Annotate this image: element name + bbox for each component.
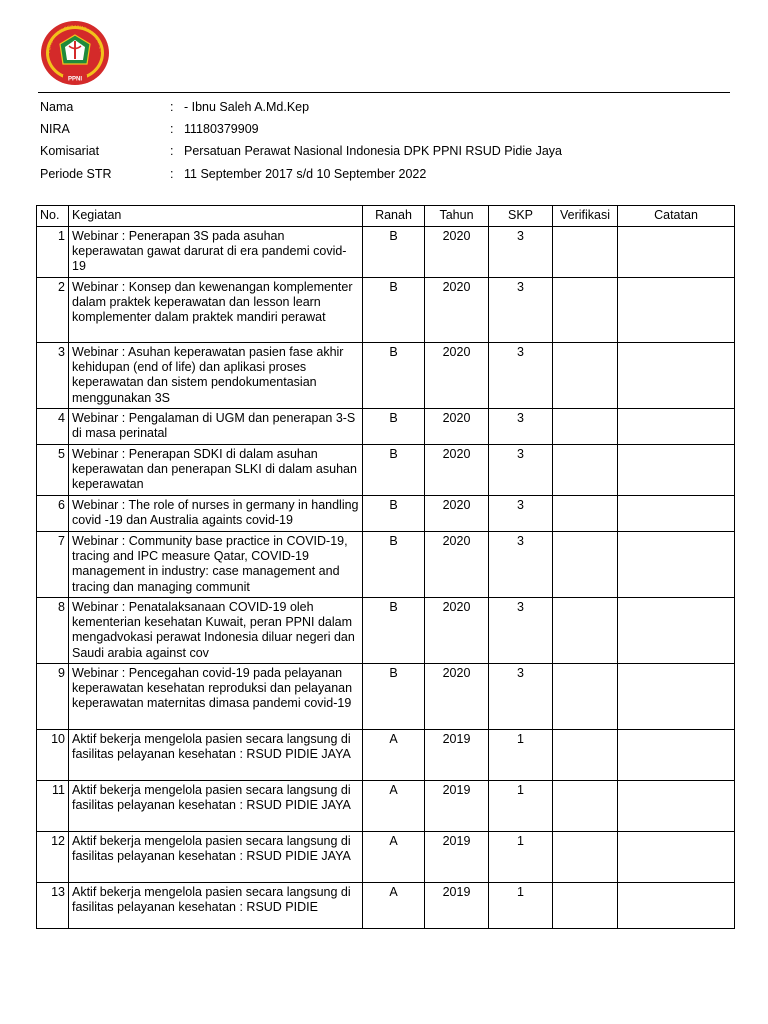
cell-catatan [618, 598, 735, 664]
cell-tahun: 2019 [425, 883, 489, 929]
info-row-nama [40, 96, 562, 118]
info-label: Komisariat [40, 144, 100, 159]
cell-kegiatan: Webinar : Asuhan keperawatan pasien fase akhir kehidupan (end of life) dan aplikasi proses keperawatan dan sistem pendokumentasian menggunakan 3S [69, 343, 363, 409]
table-row [37, 409, 735, 445]
cell-skp: 3 [489, 278, 553, 343]
cell-catatan [618, 496, 735, 532]
table-row [37, 832, 735, 883]
cell-skp: 1 [489, 883, 553, 929]
cell-no: 10 [37, 730, 69, 781]
info-label: Nama [40, 99, 74, 114]
table-row [37, 278, 735, 343]
cell-no: 9 [37, 664, 69, 730]
cell-ranah: B [363, 409, 425, 445]
cell-ranah: B [363, 598, 425, 664]
cell-verifikasi [553, 883, 618, 929]
cell-tahun: 2020 [425, 598, 489, 664]
table-row [37, 781, 735, 832]
cell-no: 11 [37, 781, 69, 832]
cell-verifikasi [553, 445, 618, 496]
info-row-komisariat [40, 141, 562, 163]
cell-catatan [618, 832, 735, 883]
cell-tahun: 2020 [425, 496, 489, 532]
cell-tahun: 2020 [425, 532, 489, 598]
cell-verifikasi [553, 227, 618, 278]
table-row [37, 664, 735, 730]
cell-kegiatan: Webinar : Konsep dan kewenangan komplementer dalam praktek keperawatan dan lesson learn komplementer dalam praktek mandiri perawat [69, 278, 363, 343]
cell-skp: 3 [489, 598, 553, 664]
info-label: Periode STR [40, 166, 112, 181]
cell-tahun: 2019 [425, 781, 489, 832]
table-row [37, 730, 735, 781]
cell-ranah: B [363, 445, 425, 496]
cell-kegiatan: Webinar : Penerapan SDKI di dalam asuhan keperawatan dan penerapan SLKI di dalam asuhan keperawatan [69, 445, 363, 496]
cell-ranah: B [363, 227, 425, 278]
cell-catatan [618, 227, 735, 278]
cell-skp: 3 [489, 496, 553, 532]
cell-catatan [618, 343, 735, 409]
cell-verifikasi [553, 496, 618, 532]
info-value: 11180379909 [184, 121, 259, 136]
cell-no: 8 [37, 598, 69, 664]
cell-tahun: 2020 [425, 343, 489, 409]
cell-ranah: B [363, 278, 425, 343]
table-row [37, 343, 735, 409]
cell-skp: 3 [489, 409, 553, 445]
table-row [37, 496, 735, 532]
cell-no: 4 [37, 409, 69, 445]
cell-verifikasi [553, 664, 618, 730]
table-row [37, 883, 735, 929]
cell-skp: 1 [489, 781, 553, 832]
cell-ranah: A [363, 730, 425, 781]
cell-ranah: B [363, 664, 425, 730]
cell-kegiatan: Aktif bekerja mengelola pasien secara langsung di fasilitas pelayanan kesehatan : RSUD PIDIE JAYA [69, 781, 363, 832]
info-value: - Ibnu Saleh A.Md.Kep [184, 99, 310, 114]
cell-ranah: B [363, 532, 425, 598]
cell-verifikasi [553, 409, 618, 445]
header-skp: SKP [489, 206, 553, 227]
cell-catatan [618, 409, 735, 445]
cell-catatan [618, 445, 735, 496]
cell-no: 7 [37, 532, 69, 598]
cell-ranah: A [363, 781, 425, 832]
cell-tahun: 2020 [425, 664, 489, 730]
member-info [40, 96, 562, 185]
cell-no: 2 [37, 278, 69, 343]
cell-skp: 3 [489, 664, 553, 730]
table-row [37, 445, 735, 496]
cell-kegiatan: Webinar : Penerapan 3S pada asuhan keperawatan gawat darurat di era pandemi covid-19 [69, 227, 363, 278]
cell-skp: 3 [489, 445, 553, 496]
cell-verifikasi [553, 781, 618, 832]
info-separator: : [170, 121, 174, 136]
info-separator: : [170, 99, 174, 114]
logo-ring-text: PERSATUAN PERAWAT NASIONAL I [45, 23, 104, 54]
cell-skp: 3 [489, 343, 553, 409]
cell-skp: 3 [489, 532, 553, 598]
info-label: NIRA [40, 121, 70, 136]
header-tahun: Tahun [425, 206, 489, 227]
cell-tahun: 2020 [425, 227, 489, 278]
cell-kegiatan: Webinar : Pengalaman di UGM dan penerapan 3-S di masa perinatal [69, 409, 363, 445]
header-no: No. [37, 206, 69, 227]
info-value: 11 September 2017 s/d 10 September 2022 [184, 166, 427, 181]
info-value: Persatuan Perawat Nasional Indonesia DPK PPNI RSUD Pidie Jaya [184, 144, 562, 159]
cell-verifikasi [553, 343, 618, 409]
cell-catatan [618, 532, 735, 598]
cell-tahun: 2020 [425, 409, 489, 445]
cell-skp: 3 [489, 227, 553, 278]
cell-kegiatan: Webinar : Community base practice in COVID-19, tracing and IPC measure Qatar, COVID-19 management in industry: case management and tracing dan managing communit [69, 532, 363, 598]
info-separator: : [170, 144, 174, 159]
cell-ranah: B [363, 496, 425, 532]
header-divider [38, 92, 730, 93]
cell-verifikasi [553, 730, 618, 781]
ppni-logo [40, 20, 110, 86]
info-row-periode-str [40, 163, 562, 185]
cell-ranah: A [363, 832, 425, 883]
cell-tahun: 2020 [425, 278, 489, 343]
cell-verifikasi [553, 278, 618, 343]
cell-no: 6 [37, 496, 69, 532]
cell-ranah: B [363, 343, 425, 409]
logo-label: PPNI [67, 76, 83, 83]
cell-tahun: 2019 [425, 730, 489, 781]
cell-catatan [618, 883, 735, 929]
cell-verifikasi [553, 598, 618, 664]
cell-tahun: 2019 [425, 832, 489, 883]
cell-no: 1 [37, 227, 69, 278]
info-row-nira [40, 118, 562, 140]
table-row [37, 227, 735, 278]
cell-kegiatan: Webinar : Penatalaksanaan COVID-19 oleh kementerian kesehatan Kuwait, peran PPNI dalam mengadvokasi perawat Indonesia diluar negeri dan Saudi arabia against cov [69, 598, 363, 664]
header-ranah: Ranah [363, 206, 425, 227]
cell-verifikasi [553, 532, 618, 598]
cell-verifikasi [553, 832, 618, 883]
table-row [37, 532, 735, 598]
cell-skp: 1 [489, 832, 553, 883]
cell-catatan [618, 278, 735, 343]
header-verifikasi: Verifikasi [553, 206, 618, 227]
cell-no: 3 [37, 343, 69, 409]
cell-kegiatan: Aktif bekerja mengelola pasien secara langsung di fasilitas pelayanan kesehatan : RSUD PIDIE JAYA [69, 730, 363, 781]
cell-no: 12 [37, 832, 69, 883]
header-kegiatan: Kegiatan [69, 206, 363, 227]
cell-kegiatan: Aktif bekerja mengelola pasien secara langsung di fasilitas pelayanan kesehatan : RSUD PIDIE JAYA [69, 832, 363, 883]
cell-tahun: 2020 [425, 445, 489, 496]
cell-catatan [618, 730, 735, 781]
cell-kegiatan: Webinar : The role of nurses in germany in handling covid -19 dan Australia againts covid-19 [69, 496, 363, 532]
cell-kegiatan: Webinar : Pencegahan covid-19 pada pelayanan keperawatan kesehatan reproduksi dan pelayanan keperawatan maternitas dimasa pandemi covid-19 [69, 664, 363, 730]
cell-no: 13 [37, 883, 69, 929]
cell-catatan [618, 781, 735, 832]
table-row [37, 598, 735, 664]
table-header-row [37, 206, 735, 227]
info-separator: : [170, 166, 174, 181]
cell-no: 5 [37, 445, 69, 496]
cell-skp: 1 [489, 730, 553, 781]
header-catatan: Catatan [618, 206, 735, 227]
activity-table [36, 205, 735, 929]
cell-catatan [618, 664, 735, 730]
cell-kegiatan: Aktif bekerja mengelola pasien secara langsung di fasilitas pelayanan kesehatan : RSUD PIDIE [69, 883, 363, 929]
cell-ranah: A [363, 883, 425, 929]
